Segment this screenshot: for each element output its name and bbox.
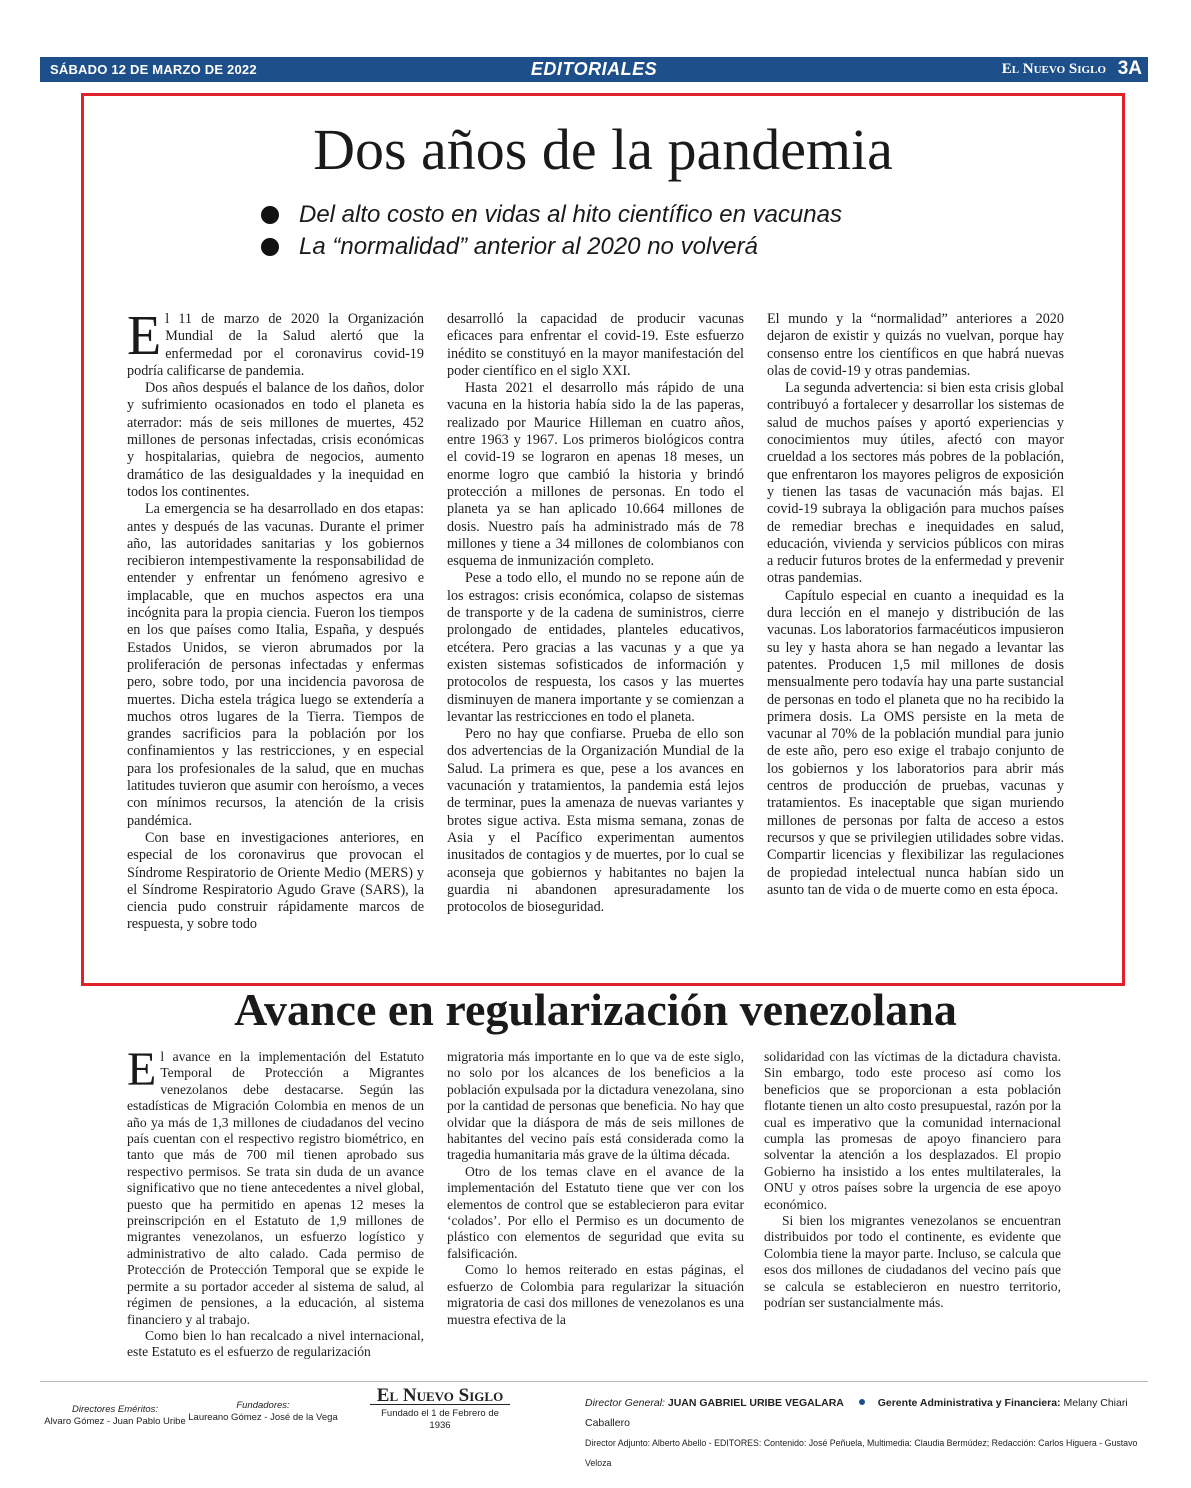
founders-names: Laureano Gómez - José de la Vega [188, 1412, 338, 1423]
paragraph: Si bien los migrantes venezolanos se encuentran distribuidos por todo el continente, es evidente que Colombia tiene la mayor parte. Incluso, se calcula que esos dos millones de ciudadanos del vecino país que se calcula se establecieron en nuestro territorio, podrían ser sustancialmente más. [764, 1213, 1061, 1311]
paragraph: Pero no hay que confiarse. Prueba de ello son dos advertencias de la Organización Mundial de la Salud. La primera es que, pese a los avances en vacunación y tratamientos, la pandemia está lejos de terminar, pues la amenaza de nuevas variantes y brotes sigue activa. Esta misma semana, zonas de Asia y el Pacífico experimentan aumentos inusitados de contagios y de muertes, por lo cual se aconseja que gobiernos y habitantes no bajen la guardia ni abandonen apresuradamente los protocolos de bioseguridad. [447, 726, 744, 916]
editorial-1-column-2 [447, 311, 744, 916]
editorial-2-column-3 [764, 1049, 1061, 1312]
editorial-2-body [127, 1043, 1081, 1360]
footer-masthead [370, 1385, 510, 1432]
manager-name: Melany Chiari Caballero [585, 1397, 1128, 1429]
footer-directors [40, 1404, 190, 1428]
paragraph: Hasta 2021 el desarrollo más rápido de una vacuna en la historia había sido la de las paperas, realizado por Maurice Hilleman en cuatro años, entre 1963 y 1967. Los primeros biológicos contra el covid-19 se lograron en apenas 18 meses, un enorme logro que cambió la historia y brindó protección a millones de personas. En todo el planeta ya se han aplicado 10.664 millones de dosis. Nuestro país ha administrado más de 78 millones y tiene a 34 millones de colombianos con esquema de inmunización completo. [447, 380, 744, 570]
directors-label: Directores Eméritos: [71, 1404, 159, 1415]
directors-names: Alvaro Gómez - Juan Pablo Uribe [44, 1416, 186, 1427]
editorial-1-column-1 [127, 305, 424, 934]
page-footer [40, 1385, 1148, 1468]
paragraph: Otro de los temas clave en el avance de la implementación del Estatuto tiene que ver con los elementos de control que se establecieron para evitar ‘colados’. Por ello el Permiso es un documento de plástico con elementos de seguridad que evita su falsificación. [447, 1163, 744, 1261]
editorial-2-column-1 [127, 1043, 424, 1361]
editorial-1-deck [261, 199, 1021, 263]
paragraph: Capítulo especial en cuanto a inequidad es la dura lección en el manejo y distribución de las vacunas. Los laboratorios farmacéuticos impusieron su ley y hasta ahora se han negado a levantar las patentes. Producen 1,5 mil millones de dosis mensualmente pero todavía hay una parte sustancial de personas en todo el planeta que no ha recibido la primera dosis. La OMS persiste en la meta de vacunar al 70% de la población mundial para junio de este año, pero eso exige el trabajo conjunto de los gobiernos y los laboratorios para abrir más centros de producción de pruebas, vacunas y tratamientos. Es inaceptable que sigan muriendo millones de personas por falta de acceso a estos recursos y que se privilegien utilidades sobre vidas. Compartir licencias y flexibilizar las regulaciones de propiedad intelectual nunca habían sido un asunto tan de vida o de muerte como en esta época. [767, 587, 1064, 898]
separator-dot-icon [859, 1399, 865, 1405]
staff-line-1 [585, 1393, 1145, 1433]
manager-label: Gerente Administrativa y Financiera: [877, 1397, 1061, 1409]
footer-founders [188, 1400, 338, 1424]
staff-line-2: Director Adjunto: Alberto Abello - EDITORES: Contenido: José Peñuela, Multimedia: Claudia Bermúdez; Redacción: Carlos Higuera - Gustavo Veloza [585, 1438, 1138, 1468]
paragraph: El avance en la implementación del Estatuto Temporal de Protección a Migrantes venezolanos debe destacarse. Según las estadísticas de Migración Colombia en menos de un año ya más de 1,3 millones de ciudadanos del vecino país cuentan con el respectivo registro biométrico, en tanto que más de 700 mil tienen aprobado sus respectivo permisos. Se trata sin duda de un avance significativo que no tiene antecedentes a nivel global, puesto que ha permitido en apenas 12 meses la preinscripción en el Estatuto de 1,9 millones de migrantes venezolanos, un esfuerzo logístico y administrativo de alto calado. Cada permiso de Protección de Protección Temporal que se expide le permite a su portador acceder al sistema de salud, al régimen de pensiones, a la educación, al sistema financiero y al trabajo. [127, 1043, 424, 1327]
deck-line [261, 231, 1021, 263]
director-general-name: JUAN GABRIEL URIBE VEGALARA [667, 1397, 844, 1409]
paragraph: migratoria más importante en lo que va de este siglo, no solo por los alcances de los beneficios a la población expulsada por la dictadura venezolana, sino por la cantidad de personas que beneficia. No hay que olvidar que la diáspora de más de seis millones de habitantes del vecino país está considerada como la tragedia humanitaria más grave de la última década. [447, 1049, 744, 1163]
masthead-logo: El Nuevo Siglo [370, 1390, 510, 1405]
footer-staff [585, 1393, 1145, 1473]
paragraph: La emergencia se ha desarrollado en dos etapas: antes y después de las vacunas. Durante el primer año, las autoridades sanitarias y los gobiernos recibieron intempestivamente la responsabilidad de entender y enfrentar un fenómeno agresivo e implacable, que en muchos aspectos era una incógnita para la propia ciencia. Fueron los tiempos en los que países como Italia, España, y después Estados Unidos, se vieron abrumados por la proliferación de personas infectadas y enfermas pero, sobre todo, por una incidencia pavorosa de muertes. Dicha estela trágica luego se extendería a muchos otros lugares de la Tierra. Tiempos de grandes sacrificios para la población por los confinamientos y las restricciones, y en especial para los profesionales de la salud, que en muchas latitudes tuvieron que asumir con heroísmo, a veces con mínimos recursos, la atención de la crisis pandémica. [127, 501, 424, 829]
bullet-icon [261, 238, 279, 256]
paragraph: Como lo hemos reiterado en estas páginas, el esfuerzo de Colombia para regularizar la situación migratoria de casi dos millones de venezolanos es una muestra efectiva de la [447, 1262, 744, 1327]
deck-text: La “normalidad” anterior al 2020 no volverá [299, 233, 758, 260]
paragraph: Dos años después el balance de los daños, dolor y sufrimiento ocasionados en todo el planeta es aterrador: más de seis millones de muertes, 452 millones de personas infectadas, crisis económicas y hospitalarias, quiebra de negocios, aumento dramático de las desigualdades y la inequidad en todos los continentes. [127, 380, 424, 500]
page-header-bar [40, 57, 1148, 82]
paragraph: Con base en investigaciones anteriores, en especial de los coronavirus que provocan el Síndrome Respiratorio de Oriente Medio (MERS) y el Síndrome Respiratorio Agudo Grave (SARS), la ciencia pudo construir rápidamente marcos de respuesta, y sobre todo [127, 829, 424, 933]
header-page-number: 3A [1117, 58, 1142, 79]
paragraph: Como bien lo han recalcado a nivel internacional, este Estatuto es el esfuerzo de regularización [127, 1327, 424, 1360]
deck-line [261, 199, 1021, 231]
paragraph: La segunda advertencia: si bien esta crisis global contribuyó a fortalecer y desarrollar los sistemas de salud de muchos países y aportó experiencias y conocimientos muy útiles, afectó con mayor crueldad a los sectores más pobres de la población, que enfrentaron los mayores peligros de exposición y tienen las tasas de vacunación más bajas. El covid-19 subraya la obligación para muchos países de remediar brechas e inequidades en salud, educación, vivienda y servicios públicos con miras a reducir futuros brotes de la enfermedad y prevenir otras pandemias. [767, 380, 1064, 587]
editorial-2-title: Avance en regularización venezolana [234, 984, 957, 1035]
paragraph: El mundo y la “normalidad” anteriores a 2020 dejaron de existir y quizás no vuelvan, porque hay consenso entre los científicos en que habrá nuevas olas de covid-19 y otras pandemias. [767, 311, 1064, 379]
footer-divider [40, 1381, 1148, 1382]
drop-cap: E [127, 305, 162, 367]
header-date: SÁBADO 12 DE MARZO DE 2022 [50, 62, 257, 77]
editorial-1-body [127, 305, 1081, 961]
drop-cap: E [127, 1043, 157, 1096]
director-general-label: Director General: [585, 1397, 665, 1409]
paragraph: solidaridad con las víctimas de la dictadura chavista. Sin embargo, todo este proceso así como los beneficios que se proporcionan a esta población flotante tienen un alto costo presupuestal, razón por la cual es imperativo que la comunidad internacional cumpla las promesas de apoyo financiero para solventar la atención a los desplazados. El propio Gobierno ha insistido a los entes multilaterales, la ONU y otros países sobre la urgencia de ese apoyo económico. [764, 1049, 1061, 1212]
header-section: EDITORIALES [530, 59, 658, 79]
masthead-founded: Fundado el 1 de Febrero de 1936 [381, 1408, 499, 1431]
editorial-1-title: Dos años de la pandemia [313, 117, 893, 182]
bullet-icon [261, 206, 279, 224]
founders-label: Fundadores: [236, 1400, 290, 1411]
editorial-1-column-3 [767, 311, 1064, 899]
editorial-2-column-2 [447, 1049, 744, 1328]
deck-text: Del alto costo en vidas al hito científico en vacunas [299, 201, 842, 228]
paragraph: desarrolló la capacidad de producir vacunas eficaces para enfrentar el covid-19. Este esfuerzo inédito se constituyó en la mayor manifestación del poder científico en el siglo XXI. [447, 311, 744, 379]
header-paper-name: El Nuevo Siglo [1001, 61, 1106, 77]
paragraph: Pese a todo ello, el mundo no se repone aún de los estragos: crisis económica, colapso de sistemas de transporte y de la cadena de suministros, cierre prolongado de entidades, planteles educativos, etcétera. Pero gracias a las vacunas y a que ya existen sistemas sofisticados de información y protocolos de respuesta, los casos y las muertes disminuyen de manera importante y se comienzan a levantar las restricciones en todo el planeta. [447, 570, 744, 725]
paragraph: El 11 de marzo de 2020 la Organización Mundial de la Salud alertó que la enfermedad por el coronavirus covid-19 podría calificarse de pandemia. [127, 305, 424, 379]
